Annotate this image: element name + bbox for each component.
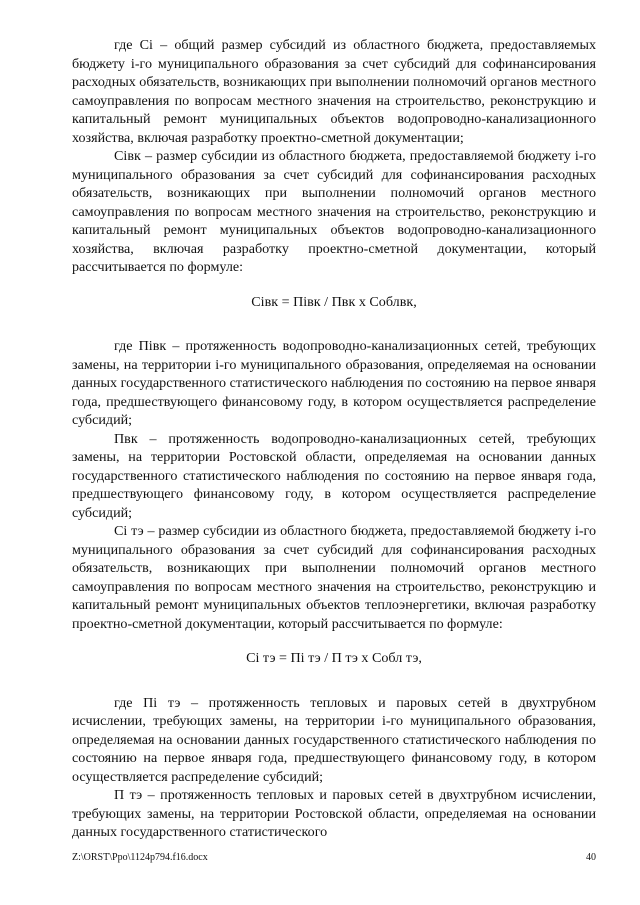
- paragraph-pte-definition: П тэ – протяженность тепловых и паровых сетей в двухтрубном исчислении, требующих замены, на территории Ростовской области, определяемая на основании данных государственного статистического: [72, 787, 596, 840]
- document-body: [72, 36, 596, 842]
- paragraph-cite-definition: Ci тэ – размер субсидии из областного бюджета, предоставляемой бюджету i-го муниципального образования за счет субсидий для софинансирования расходных обязательств, возникающих при выполнении полномочий органов местного самоуправления по вопросам местного значения на строительство, реконструкцию и капитальный ремонт муниципальных объектов теплоэнергетики, включая разработку проектно-сметной документации, который рассчитывается по формуле:: [72, 523, 596, 632]
- formula-cite: Ci тэ = Пi тэ / П тэ х Собл тэ,: [246, 650, 422, 666]
- footer-file-path: Z:\ORST\Ppo\1124p794.f16.docx: [72, 852, 208, 863]
- paragraph-pivk-definition: где Пiвк – протяженность водопроводно-канализационных сетей, требующих замены, на территории i-го муниципального образования, определяемая на основании данных государственного статистического наблюдения по состоянию на первое января года, предшествующего финансовому году, в котором осуществляется распределение субсидий;: [72, 338, 596, 428]
- paragraph-pite-definition: где Пi тэ – протяженность тепловых и паровых сетей в двухтрубном исчислении, требующих замены, на территории i-го муниципального образования, определяемая на основании данных государственного статистического наблюдения по состоянию на первое января года, предшествующего финансовому году, в котором осуществляется распределение субсидий;: [72, 694, 596, 785]
- paragraph-civk-definition: Ciвк – размер субсидии из областного бюджета, предоставляемой бюджету i-го муниципального образования за счет субсидий для софинансирования расходных обязательств, возникающих при выполнении полномочий органов местного самоуправления по вопросам местного значения на строительство, реконструкцию и капитальный ремонт муниципальных объектов водопроводно-канализационного хозяйства, включая разработку проектно-сметной документации, который рассчитывается по формуле:: [72, 148, 596, 275]
- paragraph-ci-definition: где Ci – общий размер субсидий из областного бюджета, предоставляемых бюджету i-го муниципального образования за счет субсидий для софинансирования расходных обязательств, возникающих при выполнении полномочий органов местного самоуправления по вопросам местного значения на строительство, реконструкцию и капитальный ремонт муниципальных объектов водопроводно-канализационного хозяйства, включая разработку проектно-сметной документации;: [72, 37, 596, 146]
- formula-civk: Ciвк = Пiвк / Пвк х Соблвк,: [251, 293, 417, 310]
- page-number: 40: [586, 852, 596, 863]
- paragraph-pvk-definition: Пвк – протяженность водопроводно-канализационных сетей, требующих замены, на территории Ростовской области, определяемая на основании данных государственного статистического наблюдения по состоянию на первое января года, предшествующего финансовому году, в котором осуществляется распределение субсидий;: [72, 430, 596, 521]
- page-footer: [72, 852, 596, 864]
